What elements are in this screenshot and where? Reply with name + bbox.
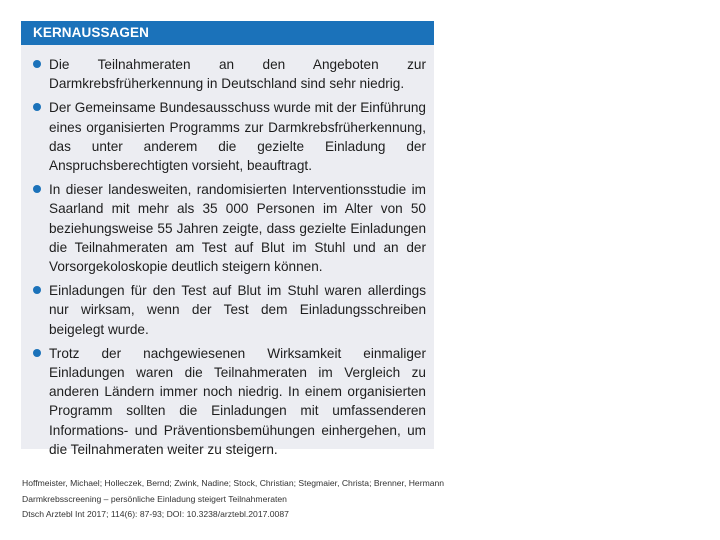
list-item — [33, 180, 426, 276]
list-item — [33, 55, 426, 93]
list-item — [33, 98, 426, 175]
list-item — [33, 281, 426, 339]
key-statements-panel — [21, 21, 434, 457]
citation-source: Dtsch Arztebl Int 2017; 114(6): 87-93; DOI: 10.3238/arztebl.2017.0087 — [22, 509, 289, 519]
key-statements-list — [21, 45, 434, 459]
citation-authors: Hoffmeister, Michael; Holleczek, Bernd; Zwink, Nadine; Stock, Christian; Stegmaier, Christa; Brenner, Hermann — [22, 478, 445, 488]
bullet-icon — [33, 185, 41, 193]
citation — [22, 476, 702, 523]
list-item — [33, 344, 426, 459]
list-item-text: Der Gemeinsame Bundesausschuss wurde mit der Einführung eines organisierten Programms zur Darmkrebsfrüherkennung, das unter anderem die gezielte Einladung der Anspruchsberechtigten vorsieht, beauftragt. — [49, 100, 426, 174]
list-item-text: In dieser landesweiten, randomisierten Interventionsstudie im Saarland mit mehr als 35 000 Personen im Alter von 50 beziehungsweise 55 Jahren zeigte, dass gezielte Einladungen die Teilnahmeraten am Test auf Blut im Stuhl und an der Vorsorgekoloskopie deutlich steigern können. — [49, 182, 426, 275]
list-item-text: Die Teilnahmeraten an den Angeboten zur Darmkrebsfrüherkennung in Deutschland sind sehr niedrig. — [49, 57, 426, 92]
citation-title: Darmkrebsscreening – persönliche Einladung steigert Teilnahmeraten — [22, 493, 287, 504]
list-item-text: Trotz der nachgewiesenen Wirksamkeit einmaliger Einladungen waren die Teilnahmeraten im Vergleich zu anderen Ländern immer noch niedrig. In einem organisierten Programm sollten die Einladungen mit umfassenderen Informations- und Präventionsbemühungen einhergehen, um die Teilnahmeraten weiter zu steigern. — [49, 345, 426, 457]
bullet-icon — [33, 103, 41, 111]
bullet-icon — [33, 349, 41, 357]
list-item-text: Einladungen für den Test auf Blut im Stuhl waren allerdings nur wirksam, wenn der Test dem Einladungsschreiben beigelegt wurde. — [49, 283, 426, 337]
bullet-icon — [33, 286, 41, 294]
panel-title: KERNAUSSAGEN — [21, 21, 434, 45]
bullet-icon — [33, 60, 41, 68]
